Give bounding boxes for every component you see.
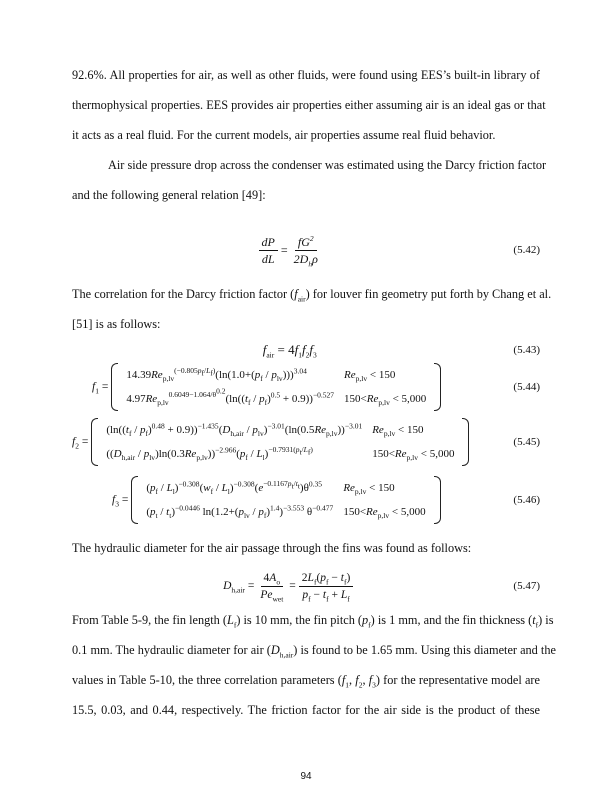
text-line: The hydraulic diameter for the air passage through the fins was found as follows:: [72, 541, 472, 555]
paragraph-hydraulic: [72, 533, 540, 563]
text-line: [51] is as follows:: [72, 317, 161, 331]
text-line: and the following general relation [49]:: [72, 188, 266, 202]
equation-number: (5.42): [513, 244, 540, 256]
equation-number: (5.43): [513, 344, 540, 356]
fraction: $\frac{dP}{dL}$: [259, 234, 278, 267]
equation-5-43: $f_{air} = 4f_1f_2f_3$ (5.43): [262, 342, 540, 360]
left-brace: [131, 476, 138, 524]
fraction: $\frac{4A_o}{Pe_{wet}}$: [260, 571, 284, 603]
paragraph-correlation: [72, 279, 552, 339]
equation-5-42: $\frac{dP}{dL}$ = $\frac{fG^2}{2D_h\rho}$ (5.42): [72, 230, 540, 270]
text-line: it acts as a real fluid. For the current models, air properties assume real fluid behavior.: [72, 128, 496, 142]
fraction: $\frac{2L_f(p_f - t_f)}{p_f - t_f + L_f}$: [299, 570, 354, 603]
equation-number: (5.44): [513, 381, 540, 393]
text-line: From Table 5-9, the fin length $(L_f)$ is 10 mm, the fin pitch $(p_f)$ is 1 mm, and the fin thickness $(t_f)$ is: [72, 613, 554, 630]
text-line: 92.6%. All properties for air, as well as other fluids, were found using EES’s built-in library of: [72, 68, 540, 82]
equation-number: (5.46): [513, 494, 540, 506]
left-brace: [111, 363, 118, 411]
equation-number: (5.47): [513, 580, 540, 592]
equation-5-46: $f_3$ = $(p_f / L_l)^{-0.308}(w_f / L_l)^{-0.308}(e^{-0.1167p_t/t_t})\theta^{0.35}$ $Re_{p,lv} < 150$ $(p_t / t_t)^{-0.0446}$ $\ln(1.2+(p_{lv} / p_f)^{1.4})^{-3.553}$ $\theta^{-0.477}$ $150<Re_{p,lv} < 5,000$ (5.46): [72, 474, 540, 526]
equation-5-45: $f_2$ = $(\ln((t_f / p_f)^{0.48} + 0.9))^{-1.435}(D_{h,air} / p_{lv})^{-3.01}(\ln(0.5Re_{p,lv}))^{-3.01}$ $Re_{p,lv} < 150$ $((D_{h,air} / p_{lv})\ln(0.3Re_{p,lv}))^{-2.966}(p_f / L_l)^{-0.7931(p_t/L_f)}$ $150<Re_{p,lv} < 5,000$ (5.45): [72, 416, 540, 468]
text-line: 15.5, 0.03, and 0.44, respectively. The friction factor for the air side is the product of these: [72, 703, 540, 717]
fraction: $\frac{fG^2}{2D_h\rho}$: [293, 233, 318, 268]
right-brace: [434, 476, 441, 524]
text-line: Air side pressure drop across the condenser was estimated using the Darcy friction factor: [108, 158, 547, 172]
paragraph-properties: [72, 60, 546, 150]
right-brace: [434, 363, 441, 411]
text-line: The correlation for the Darcy friction factor $(f_{air})$ for louver fin geometry put forth by Chang et al.: [72, 287, 552, 304]
left-brace: [91, 418, 98, 466]
equation-5-47: $D_{h,air}$ = $\frac{4A_o}{Pe_{wet}}$ = $\frac{2L_f(p_f - t_f)}{p_f - t_f + L_f}$ (5.47): [223, 571, 540, 603]
right-brace: [462, 418, 469, 466]
text-line: values in Table 5-10, the three correlation parameters ($f_1$, $f_2$, $f_3$) for the representative model are: [72, 673, 540, 690]
equation-number: (5.45): [513, 436, 540, 448]
equation-5-44: $f_1$ = $14.39Re_{p,lv}^{(-0.805p_f/L_f)}(\ln(1.0+(p_f / p_{lv})))^{3.04}$ $Re_{p,lv} < 150$ $4.97Re_{p,lv}^{0.6049-1.064/\theta^{0.2}}(\ln((t_f / p_f)^{0.5} + 0.9))^{-0.527}$ $150<Re_{p,lv} < 5,000$ (5.44): [72, 362, 540, 412]
paragraph-results: [72, 605, 556, 725]
page-number: 94: [300, 771, 312, 782]
paragraph-pressure-drop: [72, 150, 547, 210]
text-line: 0.1 mm. The hydraulic diameter for air $(D_{h,air})$ is found to be 1.65 mm. Using this diameter and the: [72, 643, 556, 660]
text-line: thermophysical properties. EES provides air properties either assuming air is an ideal gas or that: [72, 98, 546, 112]
